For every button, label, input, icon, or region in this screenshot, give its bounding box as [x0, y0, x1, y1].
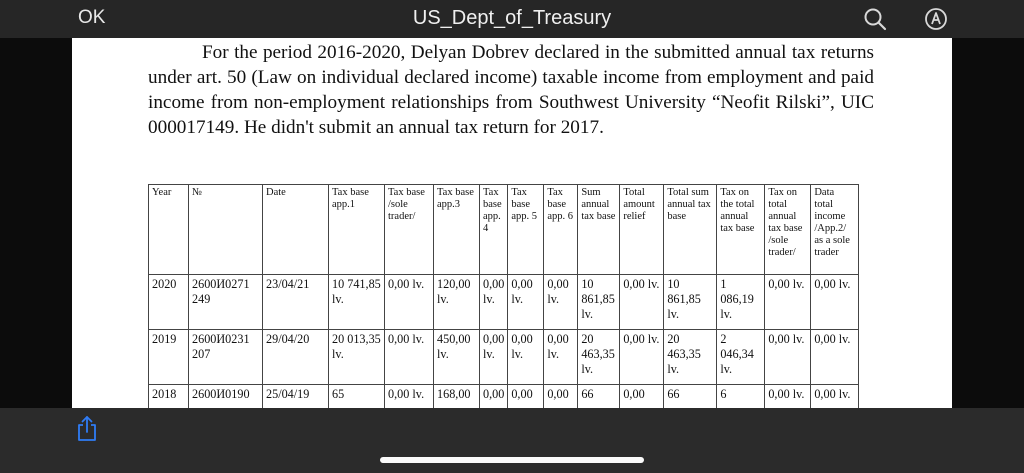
table-cell: 0,00 lv.: [508, 275, 544, 330]
document-title: US_Dept_of_Treasury: [412, 7, 612, 29]
table-cell: 20 463,35 lv.: [578, 330, 620, 385]
header-cell: Tax base app. 6: [544, 185, 578, 275]
table-cell: 20 013,35 lv.: [329, 330, 385, 385]
header-cell: Year: [149, 185, 189, 275]
table-cell: 0,00 lv.: [385, 330, 434, 385]
table-cell: 1 086,19 lv.: [717, 275, 765, 330]
table-cell: 2600И0190: [189, 385, 263, 409]
table-cell: 2 046,34 lv.: [717, 330, 765, 385]
table-cell: 66: [578, 385, 620, 409]
table-cell: 0,00 lv.: [620, 330, 664, 385]
table-cell: 0,00 lv.: [480, 275, 508, 330]
table-cell: 0,00: [480, 385, 508, 409]
table-cell: 0,00 lv.: [811, 330, 859, 385]
header-cell: Total sum annual tax base: [664, 185, 717, 275]
table-row: [149, 330, 859, 385]
header-cell: Tax on total annual tax base /sole trader/: [765, 185, 811, 275]
table-cell: 0,00 lv.: [385, 275, 434, 330]
table-row: [149, 385, 859, 409]
markup-icon[interactable]: [924, 7, 948, 31]
tax-returns-table: [148, 184, 859, 408]
table-cell: 29/04/20: [263, 330, 329, 385]
table-cell: 10 741,85 lv.: [329, 275, 385, 330]
header-cell: Tax base app. 5: [508, 185, 544, 275]
table-cell: 0,00 lv.: [544, 330, 578, 385]
table-header-row: [149, 185, 859, 275]
table-cell: 0,00: [620, 385, 664, 409]
table-cell: 20 463,35 lv.: [664, 330, 717, 385]
header-cell: Tax base app.1: [329, 185, 385, 275]
header-cell: Sum annual tax base: [578, 185, 620, 275]
header-cell: Tax base app.3: [434, 185, 480, 275]
top-toolbar: [0, 0, 1024, 38]
header-cell: Tax base /sole trader/: [385, 185, 434, 275]
document-page: [72, 38, 952, 408]
table-cell: 2018: [149, 385, 189, 409]
table-cell: 0,00: [508, 385, 544, 409]
table-cell: 0,00 lv.: [765, 330, 811, 385]
document-viewer[interactable]: [0, 38, 1024, 408]
table-cell: 450,00 lv.: [434, 330, 480, 385]
header-cell: Data total income /App.2/ as a sole trader: [811, 185, 859, 275]
bottom-toolbar: [0, 408, 1024, 473]
table-cell: 0,00: [544, 385, 578, 409]
home-indicator[interactable]: [380, 457, 644, 463]
table-cell: 23/04/21: [263, 275, 329, 330]
table-cell: 10 861,85 lv.: [578, 275, 620, 330]
table-cell: 0,00 lv.: [480, 330, 508, 385]
table-cell: 10 861,85 lv.: [664, 275, 717, 330]
table-row: [149, 275, 859, 330]
table-cell: 2020: [149, 275, 189, 330]
table-cell: 66: [664, 385, 717, 409]
done-button[interactable]: OK: [78, 7, 106, 28]
table-cell: 6: [717, 385, 765, 409]
body-paragraph: For the period 2016-2020, Delyan Dobrev declared in the submitted annual tax returns under art. 50 (Law on individual declared income) taxable income from employment and paid income from non-employment relationships from Southwest University “Neofit Rilski”, UIC 000017149. He didn't submit an annual tax return for 2017.: [148, 42, 874, 138]
table-cell: 2600И0231 207: [189, 330, 263, 385]
table-cell: 0,00 lv.: [620, 275, 664, 330]
table-cell: 65: [329, 385, 385, 409]
table-cell: 168,00: [434, 385, 480, 409]
table-cell: 0,00 lv.: [544, 275, 578, 330]
table-cell: 2600И0271 249: [189, 275, 263, 330]
header-cell: №: [189, 185, 263, 275]
table-cell: 0,00 lv.: [765, 275, 811, 330]
header-cell: Total amount relief: [620, 185, 664, 275]
header-cell: Tax base app. 4: [480, 185, 508, 275]
search-icon[interactable]: [862, 6, 888, 32]
table-cell: 120,00 lv.: [434, 275, 480, 330]
table-cell: 0,00 lv.: [811, 275, 859, 330]
table-cell: 0,00 lv.: [765, 385, 811, 409]
table-cell: 2019: [149, 330, 189, 385]
table-cell: 0,00 lv.: [811, 385, 859, 409]
header-cell: Tax on the total annual tax base: [717, 185, 765, 275]
header-cell: Date: [263, 185, 329, 275]
table-cell: 0,00 lv.: [385, 385, 434, 409]
table-cell: 25/04/19: [263, 385, 329, 409]
share-icon[interactable]: [76, 414, 98, 442]
table-cell: 0,00 lv.: [508, 330, 544, 385]
